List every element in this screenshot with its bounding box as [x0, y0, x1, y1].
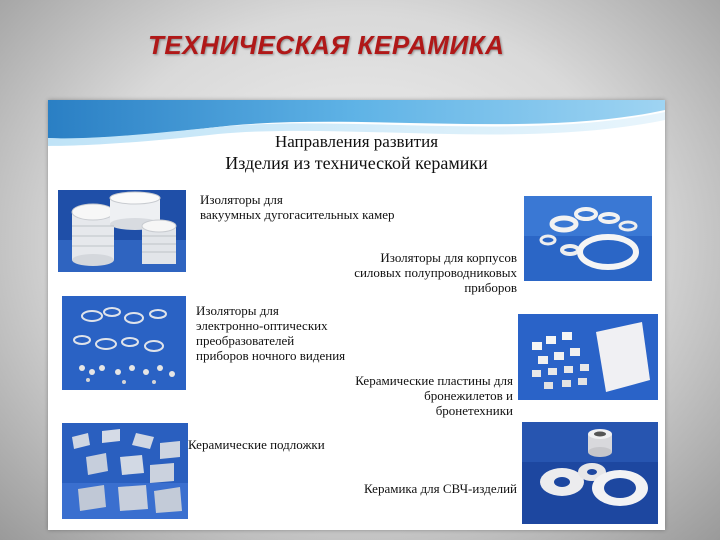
ceramic-plates-photo: [518, 314, 658, 400]
item-vacuum-insulators-text: [200, 192, 395, 222]
item-microwave-text: [364, 481, 517, 496]
text-line: Изоляторы для: [196, 303, 279, 318]
text-line: Керамические пластины для: [355, 373, 513, 388]
content-panel: [48, 100, 665, 530]
text-line: Керамические подложки: [188, 437, 325, 452]
text-line: Керамика для СВЧ-изделий: [364, 481, 517, 496]
small-ceramic-parts-photo: [62, 296, 186, 390]
text-line: вакуумных дугогасительных камер: [200, 207, 395, 222]
heading-products: Изделия из технической керамики: [225, 153, 488, 173]
text-line: преобразователей: [196, 333, 295, 348]
white-ceramic-rings-photo: [58, 190, 186, 272]
microwave-ceramic-rings-photo: [522, 422, 658, 524]
text-line: приборов: [464, 280, 517, 295]
text-line: Изоляторы для: [200, 192, 283, 207]
text-line: силовых полупроводниковых: [354, 265, 517, 280]
text-line: приборов ночного видения: [196, 348, 346, 363]
ceramic-substrates-photo: [62, 423, 188, 519]
ceramic-washers-photo: [524, 196, 652, 281]
text-line: электронно-оптических: [196, 318, 328, 333]
heading-directions: Направления развития: [274, 132, 439, 151]
item-substrates-text: [188, 437, 325, 452]
item-semiconductor-insulators-text: [354, 250, 517, 295]
slide-title: ТЕХНИЧЕСКАЯ КЕРАМИКА: [148, 30, 505, 60]
text-line: бронетехники: [435, 403, 513, 418]
text-line: Изоляторы для корпусов: [380, 250, 517, 265]
item-armor-plates-text: [355, 373, 513, 418]
text-line: бронежилетов и: [424, 388, 513, 403]
item-eo-insulators-text: [196, 303, 345, 363]
